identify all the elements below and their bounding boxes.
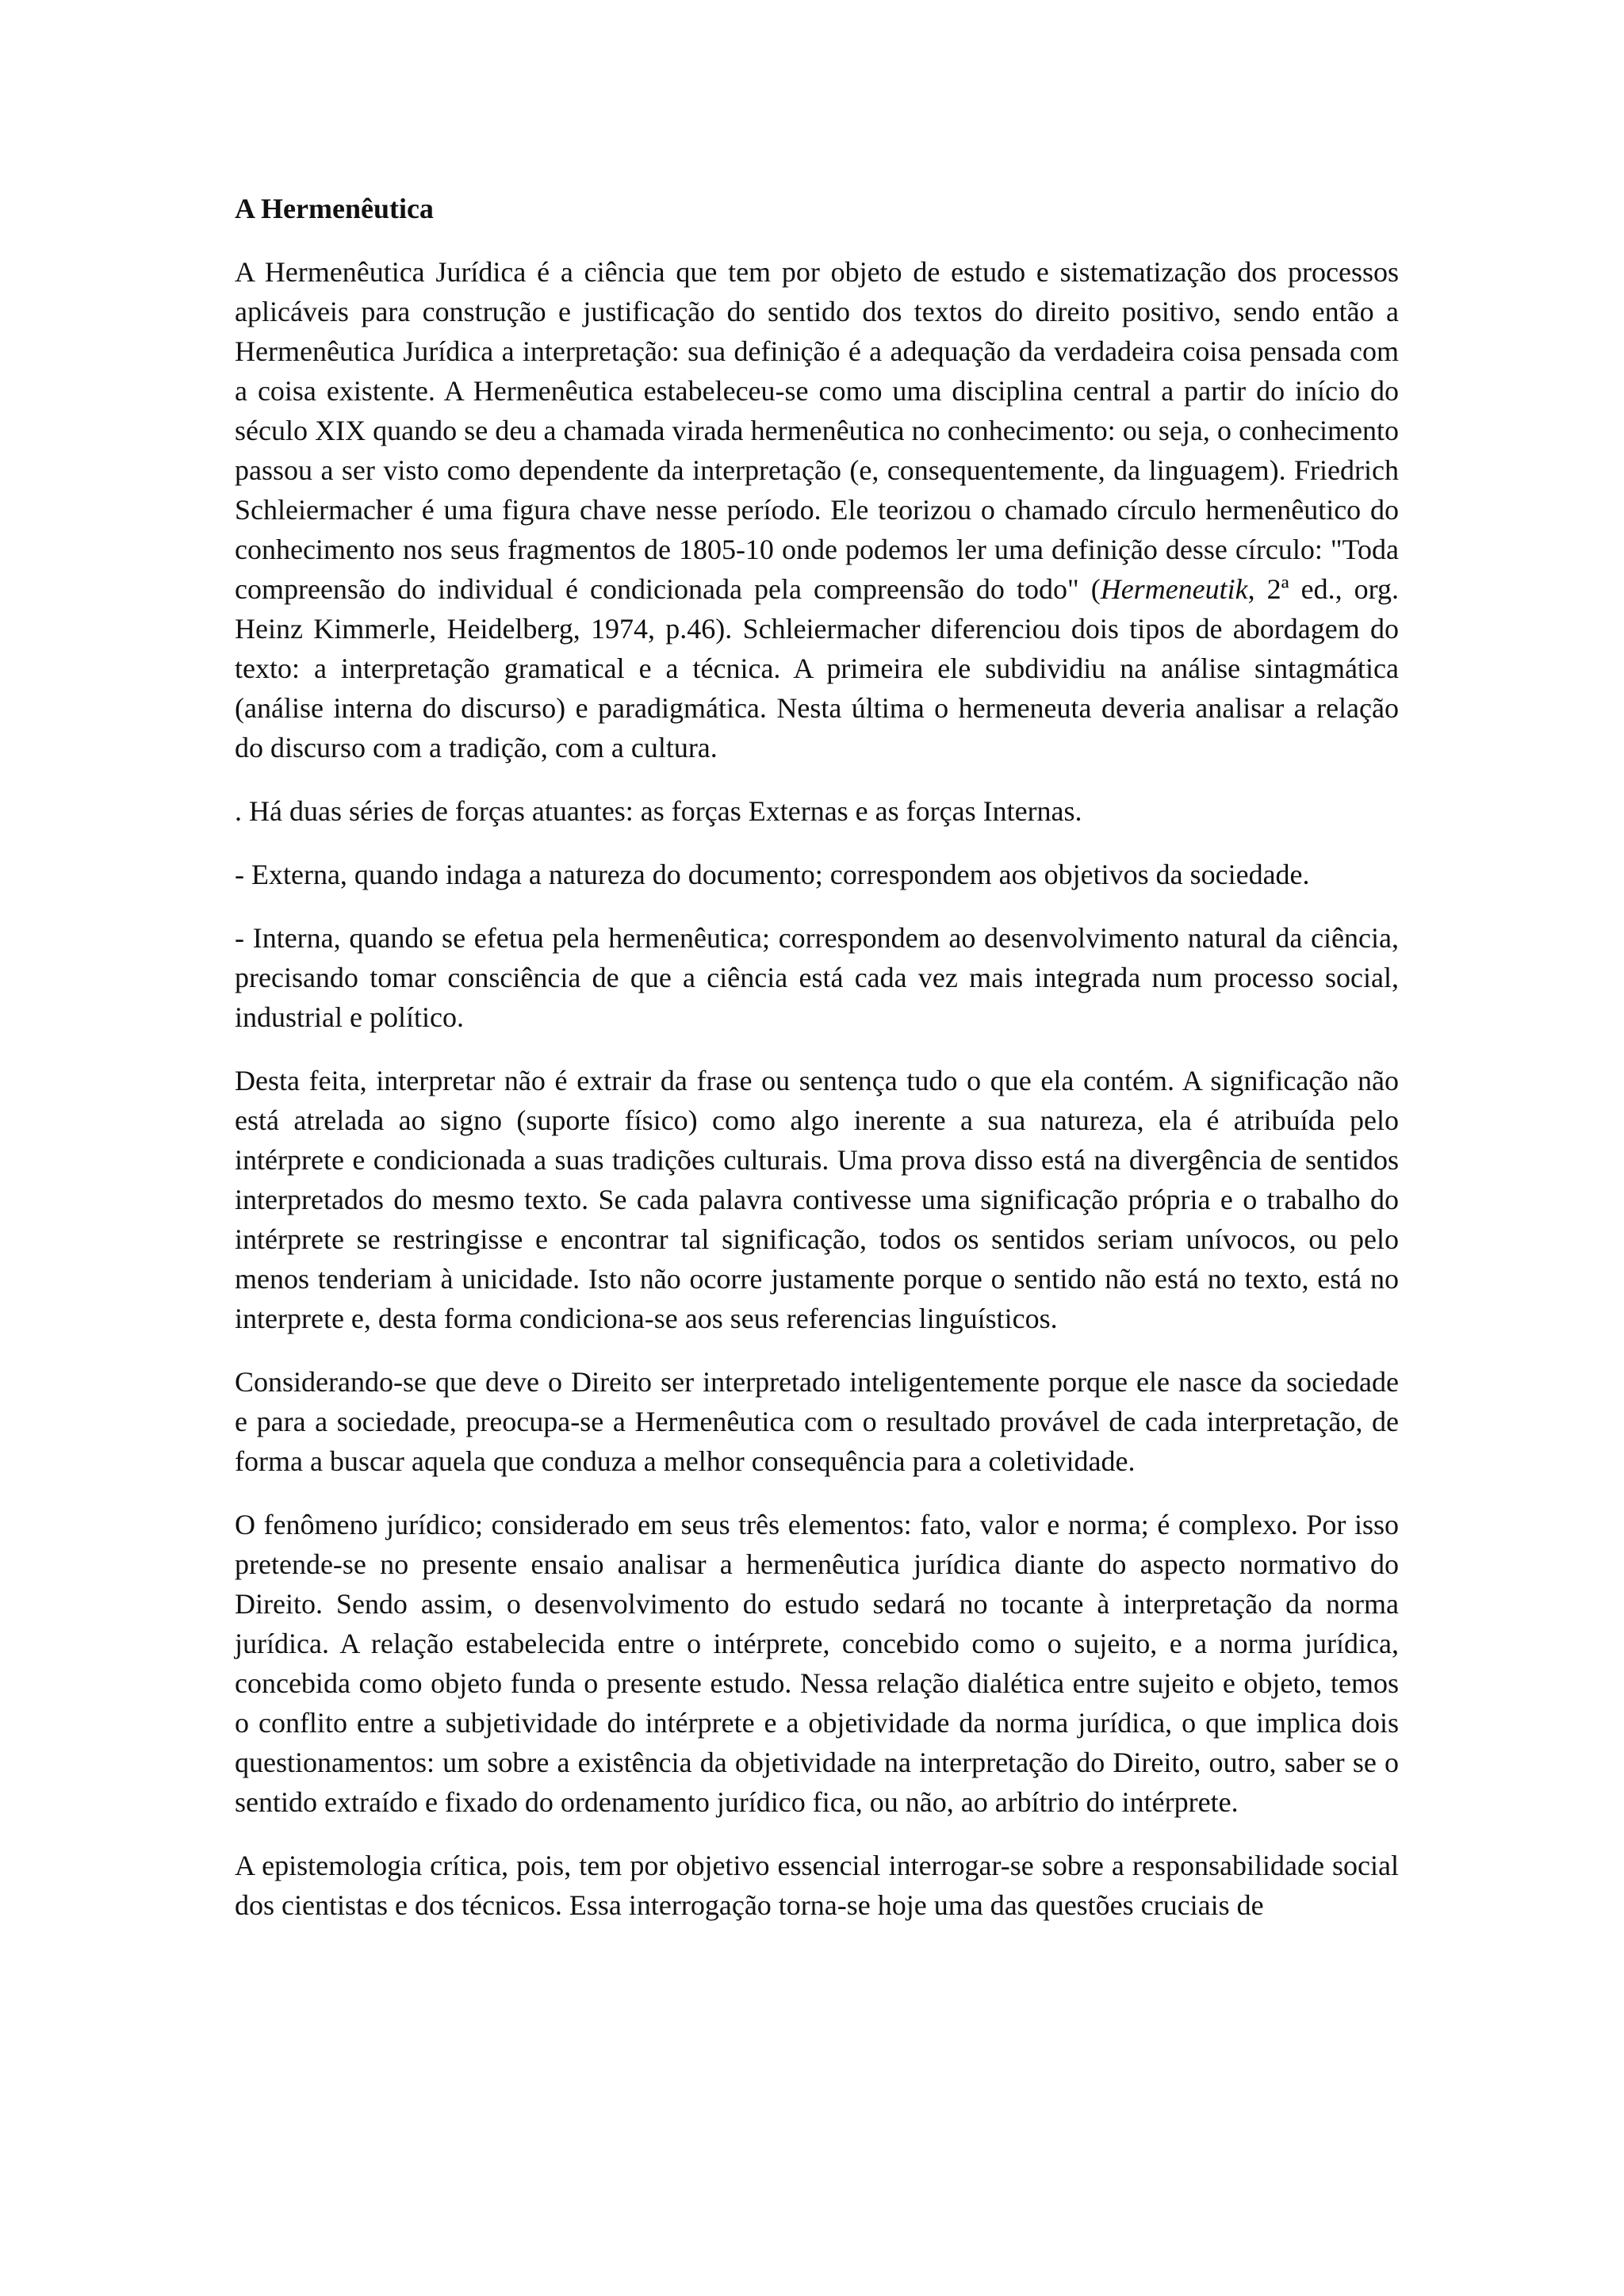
paragraph-interpretar: Desta feita, interpretar não é extrair da frase ou sentença tudo o que ela contém. A significação não está atrelada ao signo (suporte físico) como algo inerente a sua natureza, ela é atribuída pelo intérprete e condicionada a suas tradições culturais. Uma prova disso está na divergência de sentidos interpretados do mesmo texto. Se cada palavra contivesse uma significação própria e o trabalho do intérprete se restringisse e encontrar tal significação, todos os sentidos seriam unívocos, ou pelo menos tenderiam à unicidade. Isto não ocorre justamente porque o sentido não está no texto, está no interprete e, desta forma condiciona-se aos seus referencias linguísticos. <box>235 1065 1399 1334</box>
paragraph-epistemologia-critica: A epistemologia crítica, pois, tem por objetivo essencial interrogar-se sobre a responsabilidade social dos cientistas e dos técnicos. Essa interrogação torna-se hoje uma das questões cruciais de <box>235 1850 1399 1921</box>
paragraph-fenomeno-juridico: O fenômeno jurídico; considerado em seus três elementos: fato, valor e norma; é complexo. Por isso pretende-se no presente ensaio analisar a hermenêutica jurídica diante do aspecto normativo do Direito. Sendo assim, o desenvolvimento do estudo sedará no tocante à interpretação da norma jurídica. A relação estabelecida entre o intérprete, concebido como o sujeito, e a norma jurídica, concebida como objeto funda o presente estudo. Nessa relação dialética entre sujeito e objeto, temos o conflito entre a subjetividade do intérprete e a objetividade da norma jurídica, o que implica dois questionamentos: um sobre a existência da objetividade na interpretação do Direito, outro, saber se o sentido extraído e fixado do ordenamento jurídico fica, ou não, ao arbítrio do intérprete. <box>235 1509 1399 1818</box>
paragraph-forcas-atuantes: . Há duas séries de forças atuantes: as forças Externas e as forças Internas. <box>235 795 1082 827</box>
paragraph-text: A Hermenêutica Jurídica é a ciência que tem por objeto de estudo e sistematização dos processos aplicáveis para construção e justificação do sentido dos textos do direito positivo, sendo então a Hermenêutica Jurídica a interpretação: sua definição é a adequação da verdadeira coisa pensada com a coisa existente. A Hermenêutica estabeleceu-se como uma disciplina central a partir do início do século XIX quando se deu a chamada virada hermenêutica no conhecimento: ou seja, o conhecimento passou a ser visto como dependente da interpretação (e, consequentemente, da linguagem). Friedrich Schleiermacher é uma figura chave nesse período. Ele teorizou o chamado círculo hermenêutico do conhecimento nos seus fragmentos de 1805-10 onde podemos ler uma definição desse círculo: "Toda compreensão do individual é condicionada pela compreensão do todo" ( <box>235 256 1399 605</box>
paragraph-hermeneutica-juridica <box>235 252 1399 767</box>
paragraph-interna: - Interna, quando se efetua pela hermenêutica; correspondem ao desenvolvimento natural da ciência, precisando tomar consciência de que a ciência está cada vez mais integrada num processo social, industrial e político. <box>235 922 1399 1033</box>
paragraph-externa: - Externa, quando indaga a natureza do documento; correspondem aos objetivos da sociedade. <box>235 859 1310 890</box>
document-body <box>235 189 1399 1949</box>
italic-citation: Hermeneutik <box>1100 573 1248 605</box>
document-title: A Hermenêutica <box>235 193 434 224</box>
paragraph-direito-interpretado: Considerando-se que deve o Direito ser interpretado inteligentemente porque ele nasce da sociedade e para a sociedade, preocupa-se a Hermenêutica com o resultado provável de cada interpretação, de forma a buscar aquela que conduza a melhor consequência para a coletividade. <box>235 1366 1399 1477</box>
paragraph-text: , 2ª ed., org. Heinz Kimmerle, Heidelberg, 1974, p.46). Schleiermacher diferenciou dois tipos de abordagem do texto: a interpretação gramatical e a técnica. A primeira ele subdividiu na análise sintagmática (análise interna do discurso) e paradigmática. Nesta última o hermeneuta deveria analisar a relação do discurso com a tradição, com a cultura. <box>235 573 1400 763</box>
